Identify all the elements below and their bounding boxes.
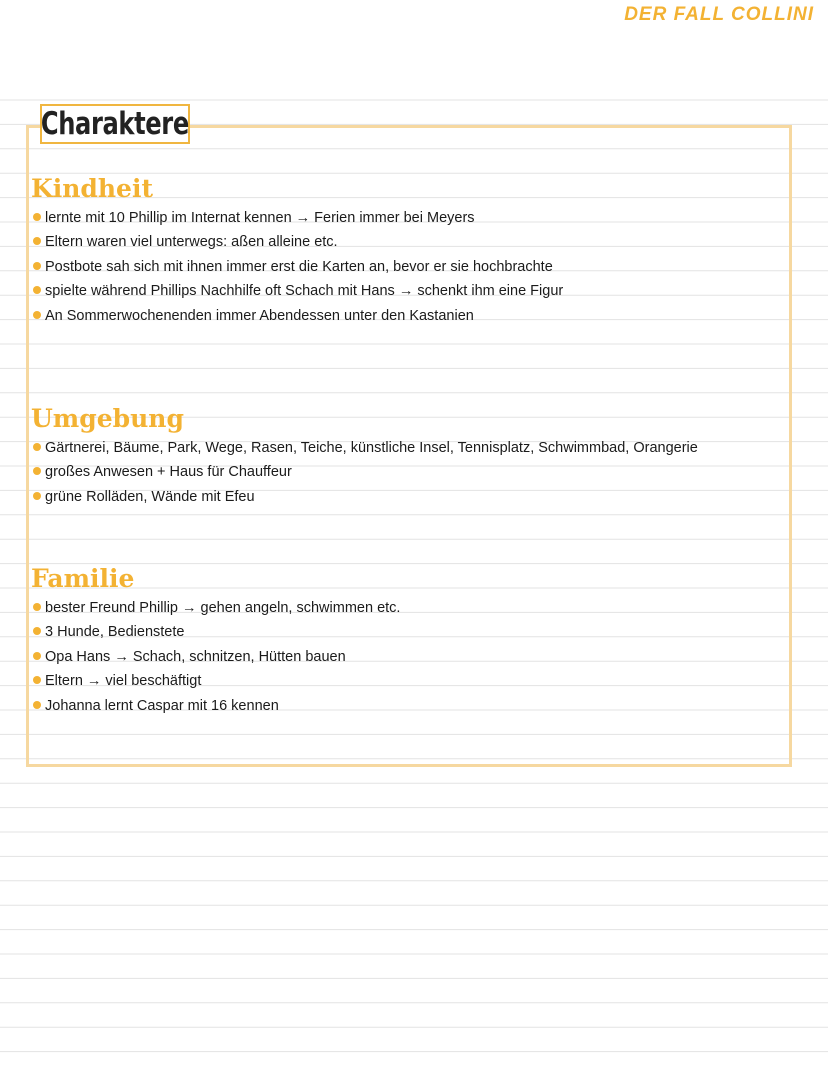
item-text: Eltern → viel beschäftigt	[45, 673, 202, 690]
item-text: großes Anwesen + Haus für Chauffeur	[45, 464, 292, 481]
list-item	[31, 206, 801, 230]
section-umgebung	[31, 402, 801, 509]
item-text: Johanna lernt Caspar mit 16 kennen	[45, 697, 279, 714]
bullet-dot-icon	[33, 627, 41, 635]
section-heading: Umgebung	[31, 404, 184, 433]
list-item	[31, 669, 801, 693]
list-item	[31, 694, 801, 718]
bullet-dot-icon	[33, 676, 41, 684]
bullet-dot-icon	[33, 286, 41, 294]
list-item	[31, 485, 801, 509]
item-text: 3 Hunde, Bedienstete	[45, 624, 185, 641]
bullet-dot-icon	[33, 443, 41, 451]
bullet-dot-icon	[33, 213, 41, 221]
list-item	[31, 255, 801, 279]
bullet-dot-icon	[33, 492, 41, 500]
item-text: Eltern waren viel unterwegs: aßen alleine etc.	[45, 234, 338, 251]
bullet-dot-icon	[33, 262, 41, 270]
list-item	[31, 304, 801, 328]
item-text: Postbote sah sich mit ihnen immer erst die Karten an, bevor er sie hochbrachte	[45, 258, 553, 275]
item-text: grüne Rolläden, Wände mit Efeu	[45, 488, 255, 505]
item-text: Gärtnerei, Bäume, Park, Wege, Rasen, Teiche, künstliche Insel, Tennisplatz, Schwimmbad, Orangerie	[45, 440, 698, 456]
section-heading: Familie	[31, 564, 135, 593]
bullet-dot-icon	[33, 701, 41, 709]
bullet-dot-icon	[33, 311, 41, 319]
section-kindheit	[31, 172, 801, 328]
item-list	[31, 596, 801, 718]
bullet-dot-icon	[33, 603, 41, 611]
header-title: DER FALL COLLINI	[624, 4, 814, 25]
list-item	[31, 436, 801, 460]
list-item	[31, 230, 801, 254]
list-item	[31, 620, 801, 644]
main-title: Charaktere	[41, 106, 189, 142]
bullet-dot-icon	[33, 652, 41, 660]
item-text: bester Freund Phillip → gehen angeln, schwimmen etc.	[45, 600, 401, 616]
item-list	[31, 436, 801, 509]
section-heading: Kindheit	[31, 174, 154, 203]
list-item	[31, 596, 801, 620]
list-item	[31, 645, 801, 669]
section-familie	[31, 562, 801, 718]
item-text: spielte während Phillips Nachhilfe oft Schach mit Hans → schenkt ihm eine Figur	[45, 283, 564, 300]
item-text: Opa Hans → Schach, schnitzen, Hütten bauen	[45, 648, 346, 665]
bullet-dot-icon	[33, 467, 41, 475]
list-item	[31, 279, 801, 303]
main-title-box	[40, 104, 190, 144]
item-text: lernte mit 10 Phillip im Internat kennen → Ferien immer bei Meyers	[45, 210, 475, 226]
bullet-dot-icon	[33, 237, 41, 245]
list-item	[31, 460, 801, 484]
item-list	[31, 206, 801, 328]
item-text: An Sommerwochenenden immer Abendessen unter den Kastanien	[45, 307, 474, 324]
